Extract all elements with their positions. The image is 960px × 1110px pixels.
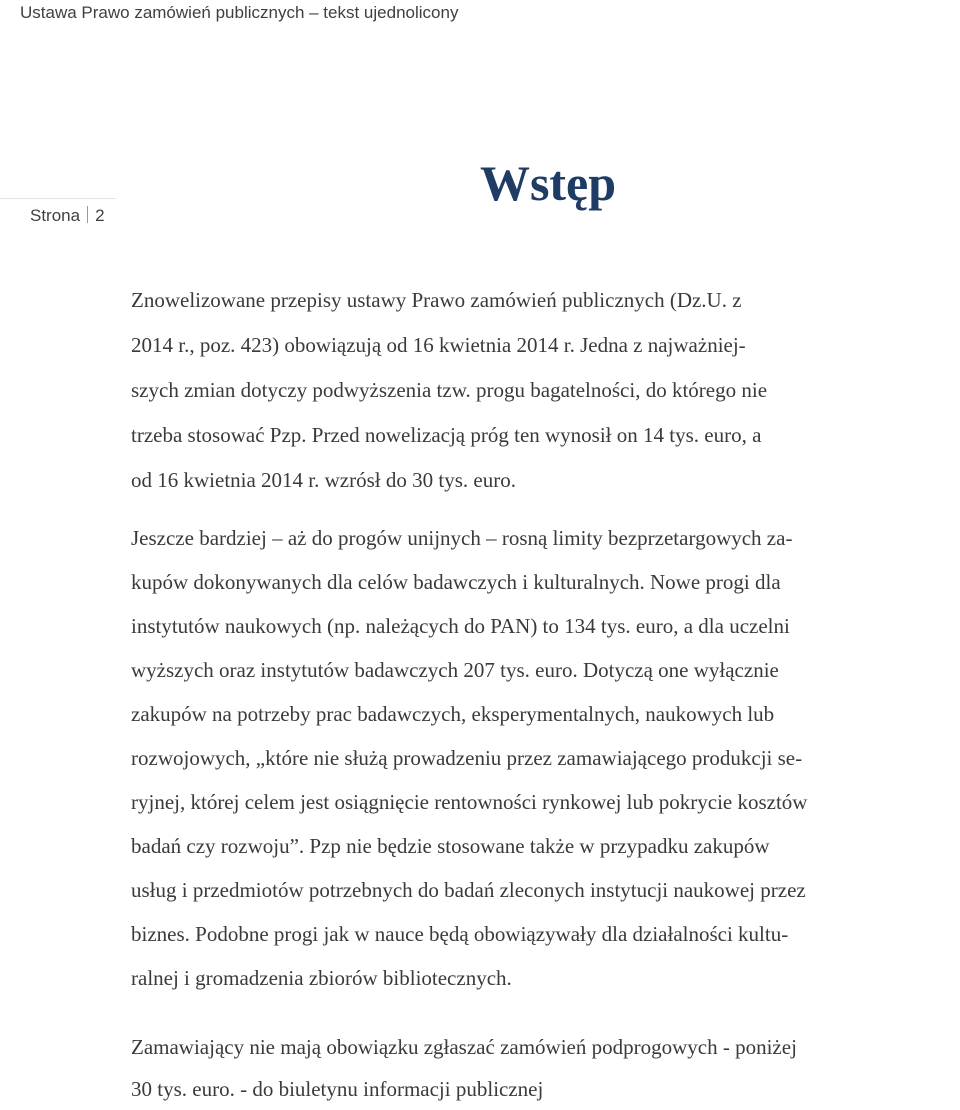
page-number-value: 2 [95, 206, 105, 225]
paragraph-reporting [131, 1026, 960, 1110]
paragraph-line: instytutów naukowych (np. należących do PAN) to 134 tys. euro, a dla uczelni [131, 614, 790, 638]
paragraph-line: ralnej i gromadzenia zbiorów bibliotecznych. [131, 966, 512, 990]
paragraph-line: Znowelizowane przepisy ustawy Prawo zamówień publicznych (Dz.U. z [131, 288, 742, 312]
paragraph-research-thresholds [131, 516, 960, 1000]
paragraph-line: szych zmian dotyczy podwyższenia tzw. progu bagatelności, do którego nie [131, 378, 768, 402]
paragraph-line: kupów dokonywanych dla celów badawczych i kulturalnych. Nowe progi dla [131, 570, 781, 594]
paragraph-line: zakupów na potrzeby prac badawczych, eksperymentalnych, naukowych lub [131, 702, 775, 726]
paragraph-line: Jeszcze bardziej – aż do progów unijnych – rosną limity bezprzetargowych za- [131, 526, 793, 550]
paragraph-line: od 16 kwietnia 2014 r. wzrósł do 30 tys. euro. [131, 468, 516, 492]
paragraph-line: usług i przedmiotów potrzebnych do badań zleconych instytucji naukowej przez [131, 878, 806, 902]
paragraph-line: badań czy rozwoju”. Pzp nie będzie stosowane także w przypadku zakupów [131, 834, 770, 858]
paragraph-line: wyższych oraz instytutów badawczych 207 tys. euro. Dotyczą one wyłącznie [131, 658, 779, 682]
paragraph-line: ryjnej, której celem jest osiągnięcie rentowności rynkowej lub pokrycie kosztów [131, 790, 808, 814]
paragraph-line: rozwojowych, „które nie służą prowadzeniu przez zamawiającego produkcji se- [131, 746, 803, 770]
page-number-word: Strona [30, 206, 81, 225]
running-header-text: Ustawa Prawo zamówień publicznych – tekst ujednolicony [20, 3, 459, 22]
running-header [20, 0, 940, 26]
paragraph-line: trzeba stosować Pzp. Przed nowelizacją próg ten wynosił on 14 tys. euro, a [131, 423, 762, 447]
paragraph-line: biznes. Podobne progi jak w nauce będą obowiązywały dla działalności kultu- [131, 922, 789, 946]
paragraph-line: Zamawiający nie mają obowiązku zgłaszać zamówień podprogowych - poniżej [131, 1035, 797, 1059]
paragraph-line: 30 tys. euro. - do biuletynu informacji publicznej [131, 1077, 544, 1101]
paragraph-line: 2014 r., poz. 423) obowiązują od 16 kwietnia 2014 r. Jedna z najważniej- [131, 333, 746, 357]
section-title: Wstęp [479, 155, 617, 211]
paragraph-intro [131, 278, 931, 503]
